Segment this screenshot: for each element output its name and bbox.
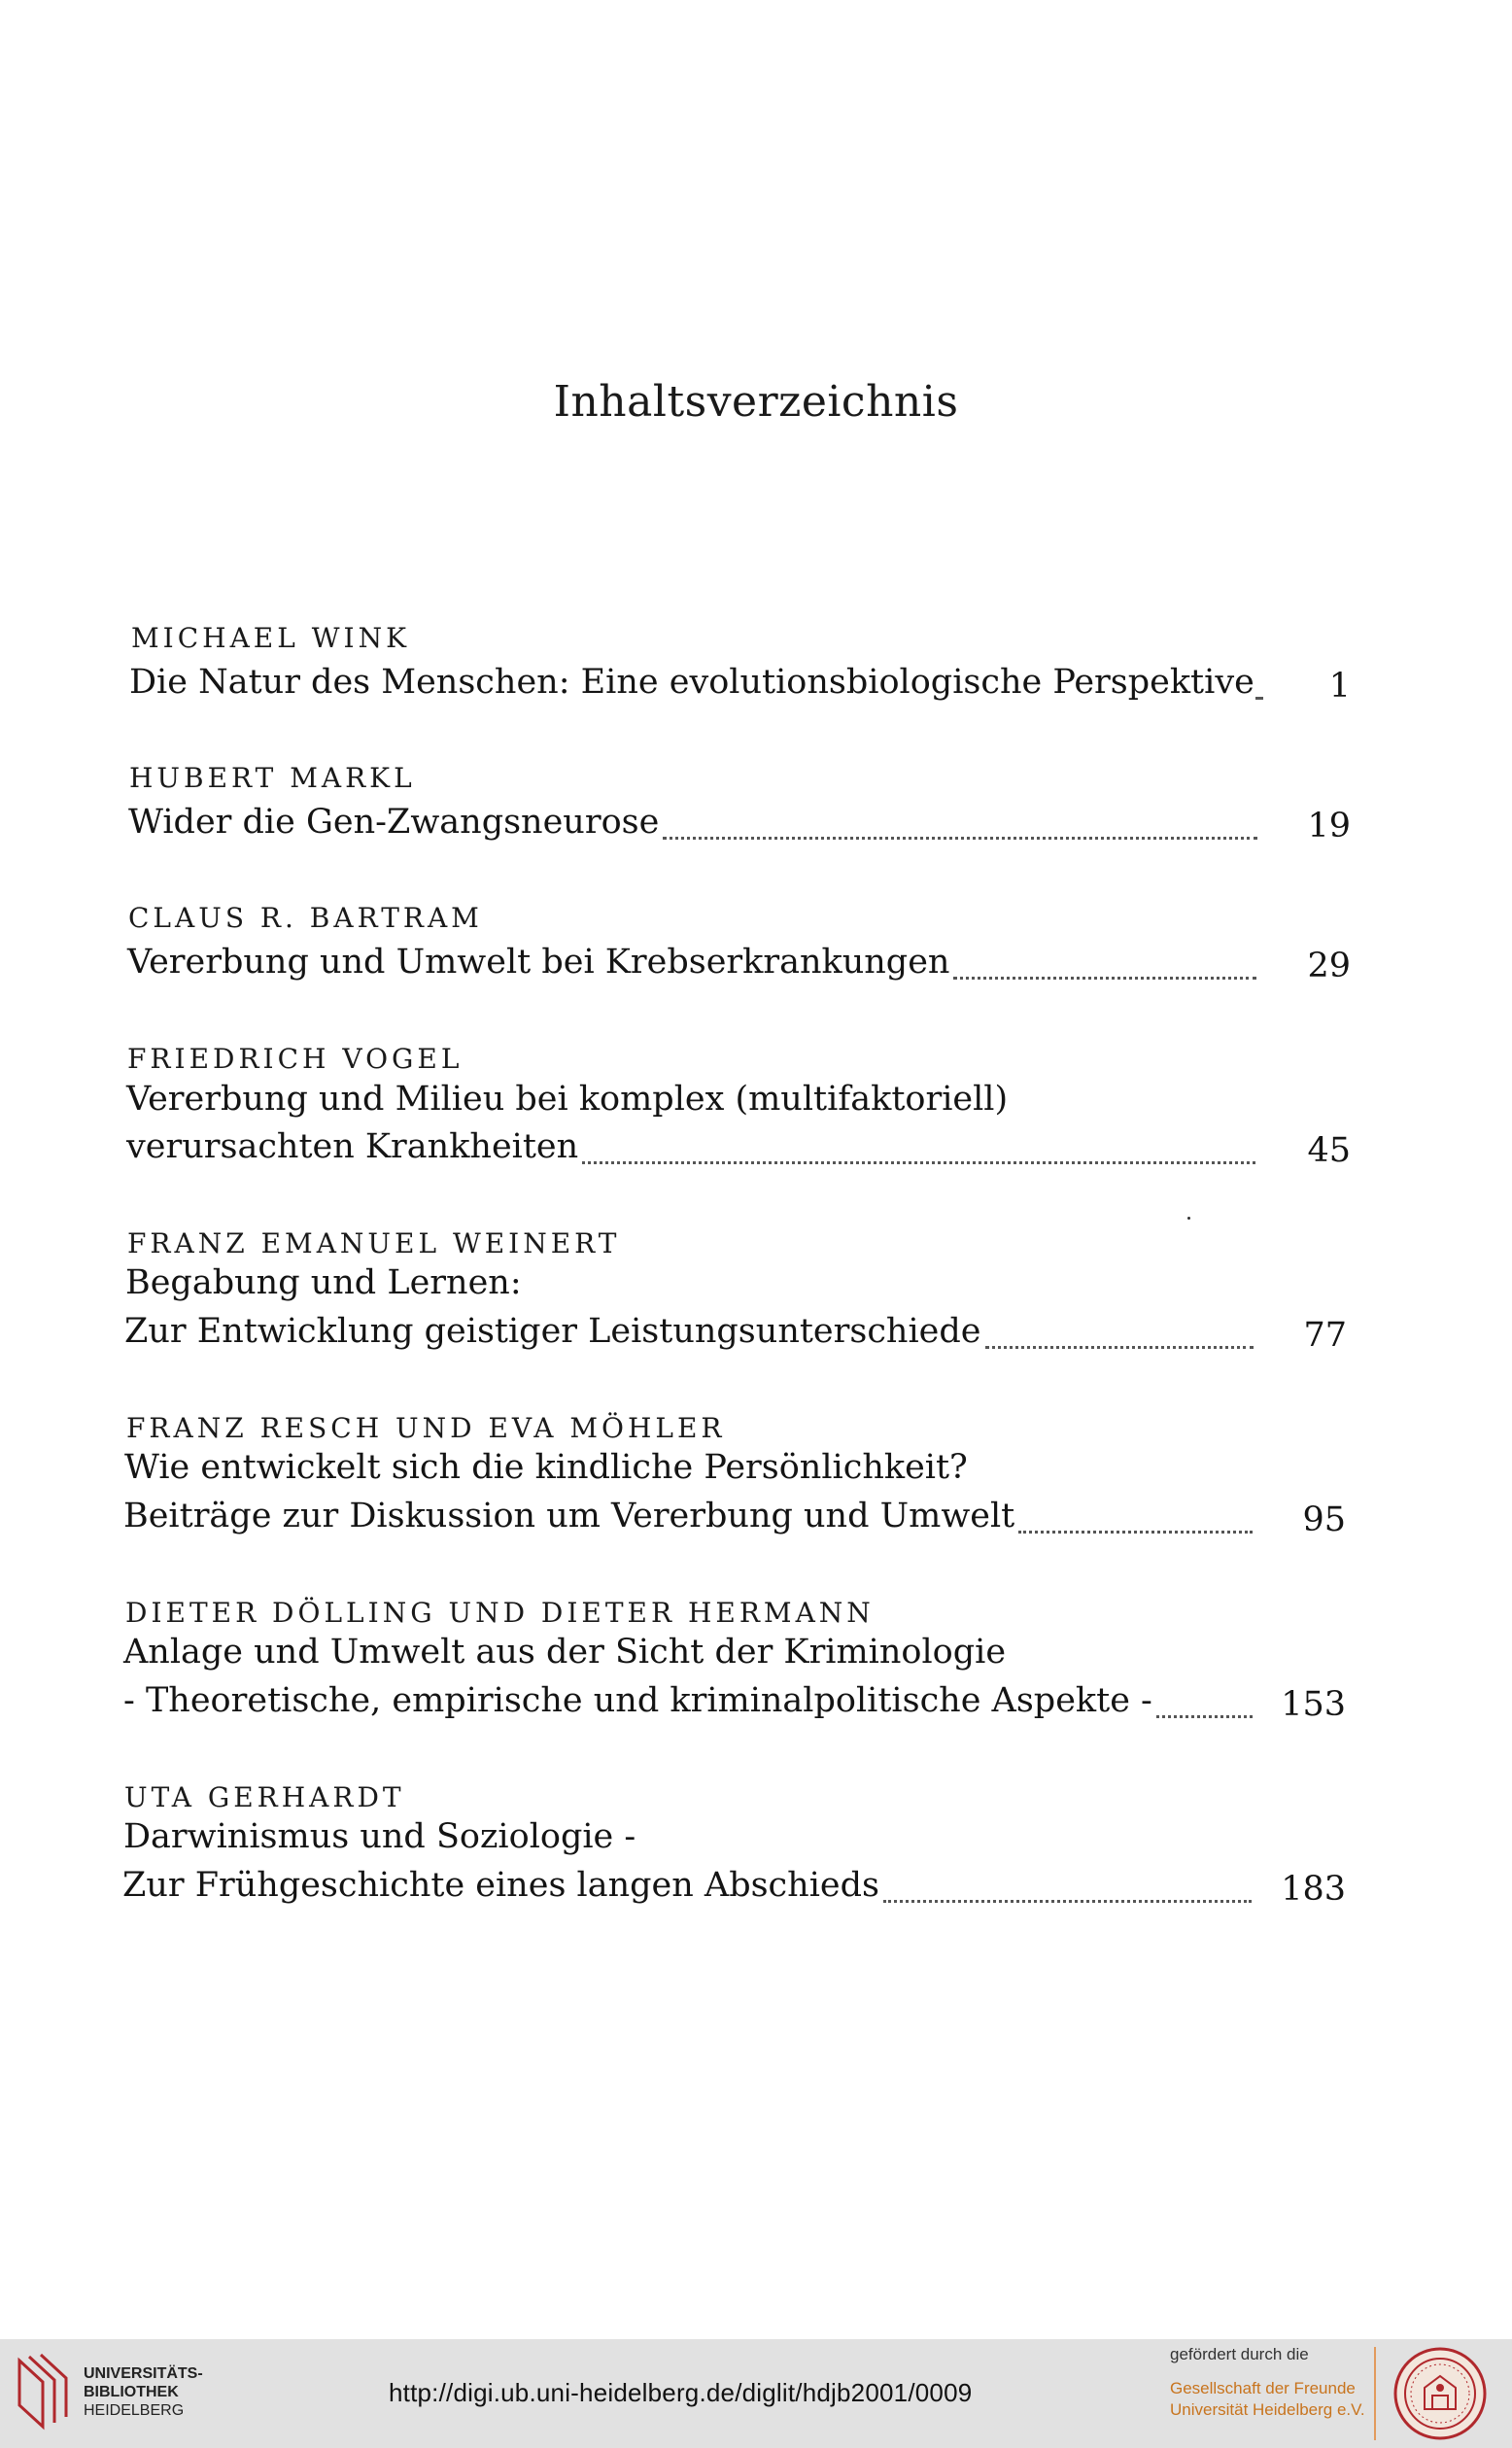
toc-page-number: 1 — [1328, 667, 1351, 706]
leader-dots — [663, 837, 1257, 840]
toc-title-line: verursachten Krankheiten — [126, 1127, 1263, 1176]
permalink-url[interactable]: http://digi.ub.uni-heidelberg.de/diglit/hdjb2001/0009 — [389, 2378, 973, 2407]
leader-dots — [582, 1161, 1255, 1164]
sponsor-name: Gesellschaft der Freunde Universität Heidelberg e.V. — [1170, 2379, 1365, 2419]
toc-author: MICHAEL WINK — [131, 622, 410, 654]
toc-title-line: Beiträge zur Diskussion um Vererbung und Umwelt — [123, 1497, 1260, 1545]
leader-dots — [883, 1900, 1252, 1903]
toc-author: UTA GERHARDT — [124, 1781, 405, 1813]
scan-speck — [1187, 1217, 1190, 1220]
toc-page-number: 183 — [1281, 1870, 1346, 1909]
toc-title-line: Begabung und Lernen: — [125, 1263, 522, 1302]
page-title: Inhaltsverzeichnis — [553, 377, 959, 427]
digitization-footer — [0, 2339, 1512, 2448]
toc-title-line: Wider die Gen-Zwangsneurose — [128, 803, 1265, 851]
toc-author: FRIEDRICH VOGEL — [127, 1043, 464, 1075]
leader-dots — [985, 1346, 1254, 1349]
leader-dots — [1018, 1531, 1253, 1534]
toc-title-line: Zur Frühgeschichte eines langen Abschieds — [122, 1866, 1259, 1914]
toc-page-number: 95 — [1302, 1500, 1346, 1539]
footer-divider — [1374, 2347, 1376, 2440]
toc-title-line: Vererbung und Umwelt bei Krebserkrankungen — [127, 943, 1264, 991]
toc-title-line: Anlage und Umwelt aus der Sicht der Kriminologie — [123, 1633, 1007, 1672]
toc-page-number: 153 — [1281, 1685, 1346, 1724]
toc-title-line: Wie entwickelt sich die kindliche Persönlichkeit? — [124, 1448, 968, 1487]
toc-page-number: 77 — [1303, 1316, 1347, 1355]
toc-page-number: 45 — [1307, 1131, 1351, 1170]
toc-author: FRANZ EMANUEL WEINERT — [127, 1227, 621, 1259]
toc-title-line: Zur Entwicklung geistiger Leistungsunterschiede — [124, 1312, 1261, 1361]
toc-title-line: - Theoretische, empirische und kriminalpolitische Aspekte - — [123, 1681, 1260, 1730]
toc-page-number: 19 — [1307, 807, 1351, 845]
toc-title-line: Darwinismus und Soziologie - — [123, 1817, 636, 1856]
sponsor-prefix: gefördert durch die — [1170, 2345, 1309, 2363]
toc-author: DIETER DÖLLING UND DIETER HERMANN — [125, 1597, 875, 1629]
toc-page-number: 29 — [1307, 947, 1351, 985]
toc-author: CLAUS R. BARTRAM — [128, 902, 483, 934]
toc-title-line: Vererbung und Milieu bei komplex (multifaktoriell) — [126, 1080, 1009, 1119]
toc-author: HUBERT MARKL — [129, 762, 416, 794]
leader-dots — [953, 977, 1256, 980]
library-logo-icon — [14, 2353, 70, 2434]
library-name: UNIVERSITÄTS- BIBLIOTHEK HEIDELBERG — [84, 2365, 203, 2419]
toc-title-line: Die Natur des Menschen: Eine evolutionsbiologische Perspektive — [129, 663, 1254, 702]
leader-dots — [1156, 1715, 1253, 1718]
toc-author: FRANZ RESCH UND EVA MÖHLER — [126, 1412, 726, 1444]
university-seal-icon — [1392, 2345, 1489, 2442]
